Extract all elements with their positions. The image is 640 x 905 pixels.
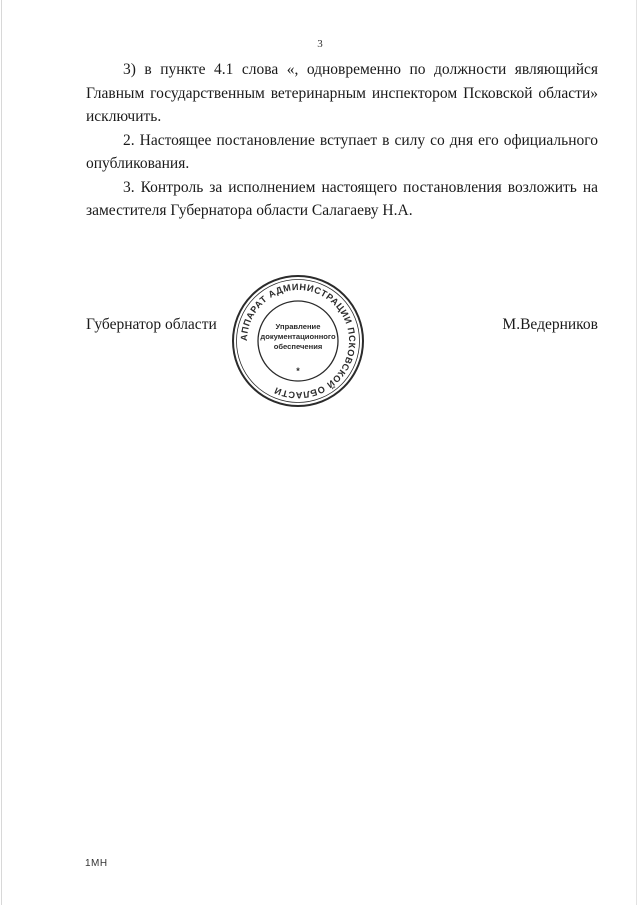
page-number: 3 (317, 38, 323, 50)
svg-text:обеспечения: обеспечения (273, 342, 323, 351)
svg-text:Управление: Управление (275, 322, 321, 331)
svg-text:АППАРАТ АДМИНИСТРАЦИИ ПСКОВСКО: АППАРАТ АДМИНИСТРАЦИИ ПСКОВСКОЙ ОБЛАСТИ (238, 281, 358, 401)
footer-code: 1МН (85, 858, 108, 869)
paragraph-control: 3. Контроль за исполнением настоящего постановления возложить на заместителя Губернатора области Салагаеву Н.А. (86, 178, 598, 219)
svg-text:*: * (296, 366, 300, 376)
official-seal-stamp (230, 273, 366, 409)
signatory-name: М.Ведерников (502, 316, 598, 333)
paragraph-amendment: 3) в пункте 4.1 слова «, одновременно по должности являющийся Главным государственным ветеринарным инспектором Псковской области» исключить. (86, 61, 598, 125)
left-scan-edge (1, 0, 2, 905)
signatory-title: Губернатор области (86, 316, 217, 333)
paragraph-effective-date: 2. Настоящее постановление вступает в силу со дня его официального опубликования. (86, 131, 598, 172)
right-scan-edge (636, 0, 637, 905)
document-body (86, 58, 598, 223)
svg-text:документационного: документационного (260, 332, 336, 341)
